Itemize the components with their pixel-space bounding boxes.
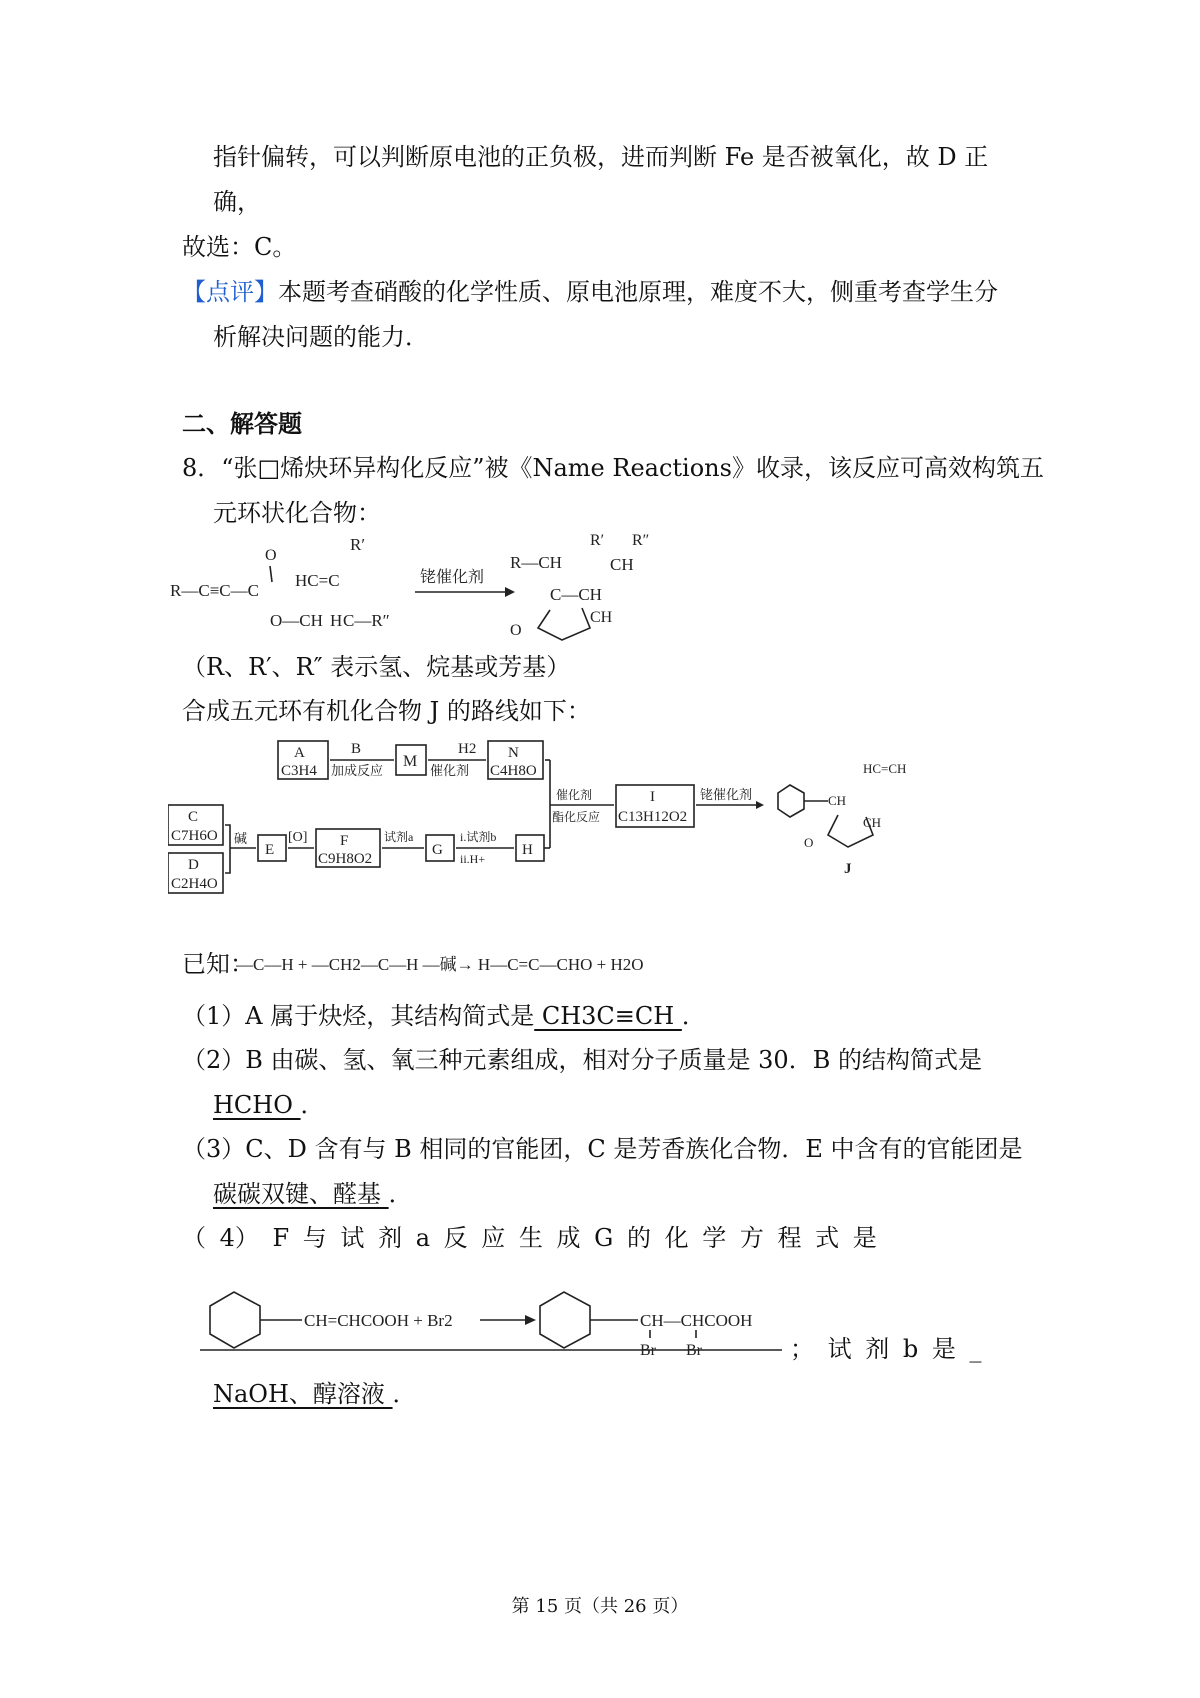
- q3-answer: 碳碳双键、醛基: [213, 1180, 389, 1208]
- q4-tail: ； 试 剂 b 是 _: [790, 1335, 982, 1363]
- synthesis-route: [168, 735, 958, 905]
- section-title: 二、解答题: [182, 409, 302, 438]
- continuation-line-1: 指针偏转，可以判断原电池的正负极，进而判断 Fe 是否被氧化，故 D 正: [213, 143, 989, 171]
- box-g-label: G: [432, 842, 443, 858]
- j-label: J: [844, 861, 852, 877]
- q2-suffix: ．: [300, 1091, 325, 1119]
- q2-line-1: （2）B 由碳、氢、氧三种元素组成，相对分子质量是 30．B 的结构简式是: [182, 1046, 982, 1074]
- arrow-i-cond-top: 催化剂: [556, 788, 593, 802]
- h2c-r-tail: C—R″: [343, 611, 390, 630]
- box-f-label: F: [340, 833, 349, 849]
- comment-line-1: [182, 276, 998, 308]
- box-d-formula: C2H4O: [171, 876, 218, 892]
- box-a-label: A: [294, 745, 305, 761]
- j-ch-2-label: CH: [863, 815, 882, 830]
- arrow-step-ii: ii.H+: [460, 852, 486, 866]
- question-line-2: 元环状化合物：: [213, 499, 381, 527]
- box-h-label: H: [522, 842, 533, 858]
- reactant-chain: R—C≡C—C: [170, 581, 259, 600]
- known-reaction-text: —C—H + —CH2—C—H —碱→ H—C=C—CHO + H2O: [236, 955, 644, 974]
- q2-answer: HCHO: [213, 1091, 301, 1119]
- box-n-label: N: [508, 745, 519, 761]
- cd-bracket: [225, 825, 230, 873]
- carbonyl-bond: [270, 566, 272, 582]
- arrow-base-label: 碱: [234, 831, 248, 846]
- benzene-ring-j: [778, 785, 804, 817]
- answer-choice: 故选：C。: [182, 233, 297, 261]
- q4b-suffix: ．: [392, 1380, 417, 1408]
- route-intro: 合成五元环有机化合物 J 的路线如下：: [182, 697, 591, 725]
- arrow-i-cond-bottom: 酯化反应: [552, 810, 601, 824]
- known-reaction: [236, 920, 756, 990]
- ester-o-ch2: O—CH: [270, 611, 323, 630]
- q4-br-2: Br: [686, 1342, 702, 1359]
- q4-line-1: （ 4） F 与 试 剂 a 反 应 生 成 G 的 化 学 方 程 式 是: [182, 1224, 877, 1252]
- arrow-oxid-label: [O]: [288, 830, 308, 845]
- product-ch: CH: [610, 555, 634, 574]
- j-lactone-ring: [828, 815, 873, 847]
- product-r-ch: R—CH: [510, 553, 562, 572]
- q1-line: [182, 1000, 706, 1032]
- arrow-b-condition: 加成反应: [331, 763, 384, 778]
- arrow-step-i: i.试剂b: [460, 830, 497, 844]
- comment-text: 本题考查硝酸的化学性质、原电池原理，难度不大，侧重考查学生分: [278, 278, 998, 306]
- box-i-label: I: [650, 789, 655, 805]
- benzene-ring-left: [210, 1292, 260, 1348]
- j-hc-label: HC=CH: [863, 761, 907, 776]
- h2c-r-double-prime: H: [330, 611, 343, 630]
- arrow-rh-label: 铑催化剂: [700, 787, 753, 802]
- q3-suffix: ．: [388, 1180, 413, 1208]
- product-r-prime: R′: [590, 532, 605, 549]
- box-c-label: C: [188, 809, 199, 825]
- box-c-formula: C7H6O: [171, 828, 218, 844]
- arrow-h2-condition: 催化剂: [430, 763, 470, 778]
- page-footer: 第 15 页（共 26 页）: [511, 1596, 689, 1617]
- box-m-label: M: [403, 753, 418, 770]
- j-ch-label: CH: [828, 793, 847, 808]
- named-reaction-scheme: [170, 530, 730, 650]
- catalyst-label: 铑催化剂: [420, 569, 485, 586]
- product-r2: R″: [632, 532, 650, 549]
- product-oxygen: O: [510, 622, 522, 639]
- r-prime-label: R′: [350, 535, 366, 554]
- question-line-1: 8．“张□烯炔环异构化反应”被《Name Reactions》收录，该反应可高效构筑五: [182, 454, 1044, 482]
- benzene-ring-right: [540, 1292, 590, 1348]
- comment-line-2: 析解决问题的能力．: [213, 323, 429, 351]
- q4b-answer: NaOH、醇溶液: [213, 1380, 393, 1408]
- product-c-ch: C—CH: [550, 585, 602, 604]
- arrow-h2-label: H2: [458, 741, 477, 757]
- box-f-formula: C9H8O2: [318, 851, 373, 867]
- known-label: 已知：: [182, 950, 254, 978]
- q3-line-2: [213, 1178, 413, 1210]
- q2-line-2: [213, 1089, 325, 1121]
- arrowhead: [505, 587, 515, 597]
- arrowhead-j: [756, 801, 764, 809]
- q4b-line: [213, 1378, 417, 1410]
- arrow-b-label: B: [351, 741, 362, 757]
- alkene-hc-c: HC=C: [295, 571, 340, 590]
- five-ring: [538, 608, 590, 640]
- comment-tag: 【点评】: [182, 278, 278, 306]
- box-n-formula: C4H8O: [490, 763, 537, 779]
- q4-equation-right: CH—CHCOOH: [640, 1311, 753, 1330]
- q3-line-1: （3）C、D 含有与 B 相同的官能团，C 是芳香族化合物．E 中含有的官能团是: [182, 1135, 1023, 1163]
- q4-br-1: Br: [640, 1342, 656, 1359]
- r-group-note: （R、R′、R″ 表示氢、烷基或芳基）: [182, 653, 571, 681]
- box-i-formula: C13H12O2: [618, 809, 688, 825]
- box-a-formula: C3H4: [281, 763, 317, 779]
- arrow-reagent-a-label: 试剂a: [384, 830, 414, 844]
- q4-equation-left: CH=CHCOOH + Br2: [304, 1311, 453, 1330]
- q4-arrowhead: [525, 1315, 536, 1325]
- box-d-label: D: [188, 857, 199, 873]
- q1-prefix: （1）A 属于炔烃，其结构简式是: [182, 1002, 535, 1030]
- continuation-line-2: 确，: [213, 188, 261, 216]
- product-ch2: CH: [590, 609, 613, 626]
- q1-suffix: ．: [681, 1002, 706, 1030]
- box-e-label: E: [265, 842, 275, 858]
- carbonyl-oxygen: O: [265, 547, 277, 564]
- j-oxygen: O: [804, 835, 814, 850]
- q1-answer: CH3C≡CH: [534, 1002, 682, 1030]
